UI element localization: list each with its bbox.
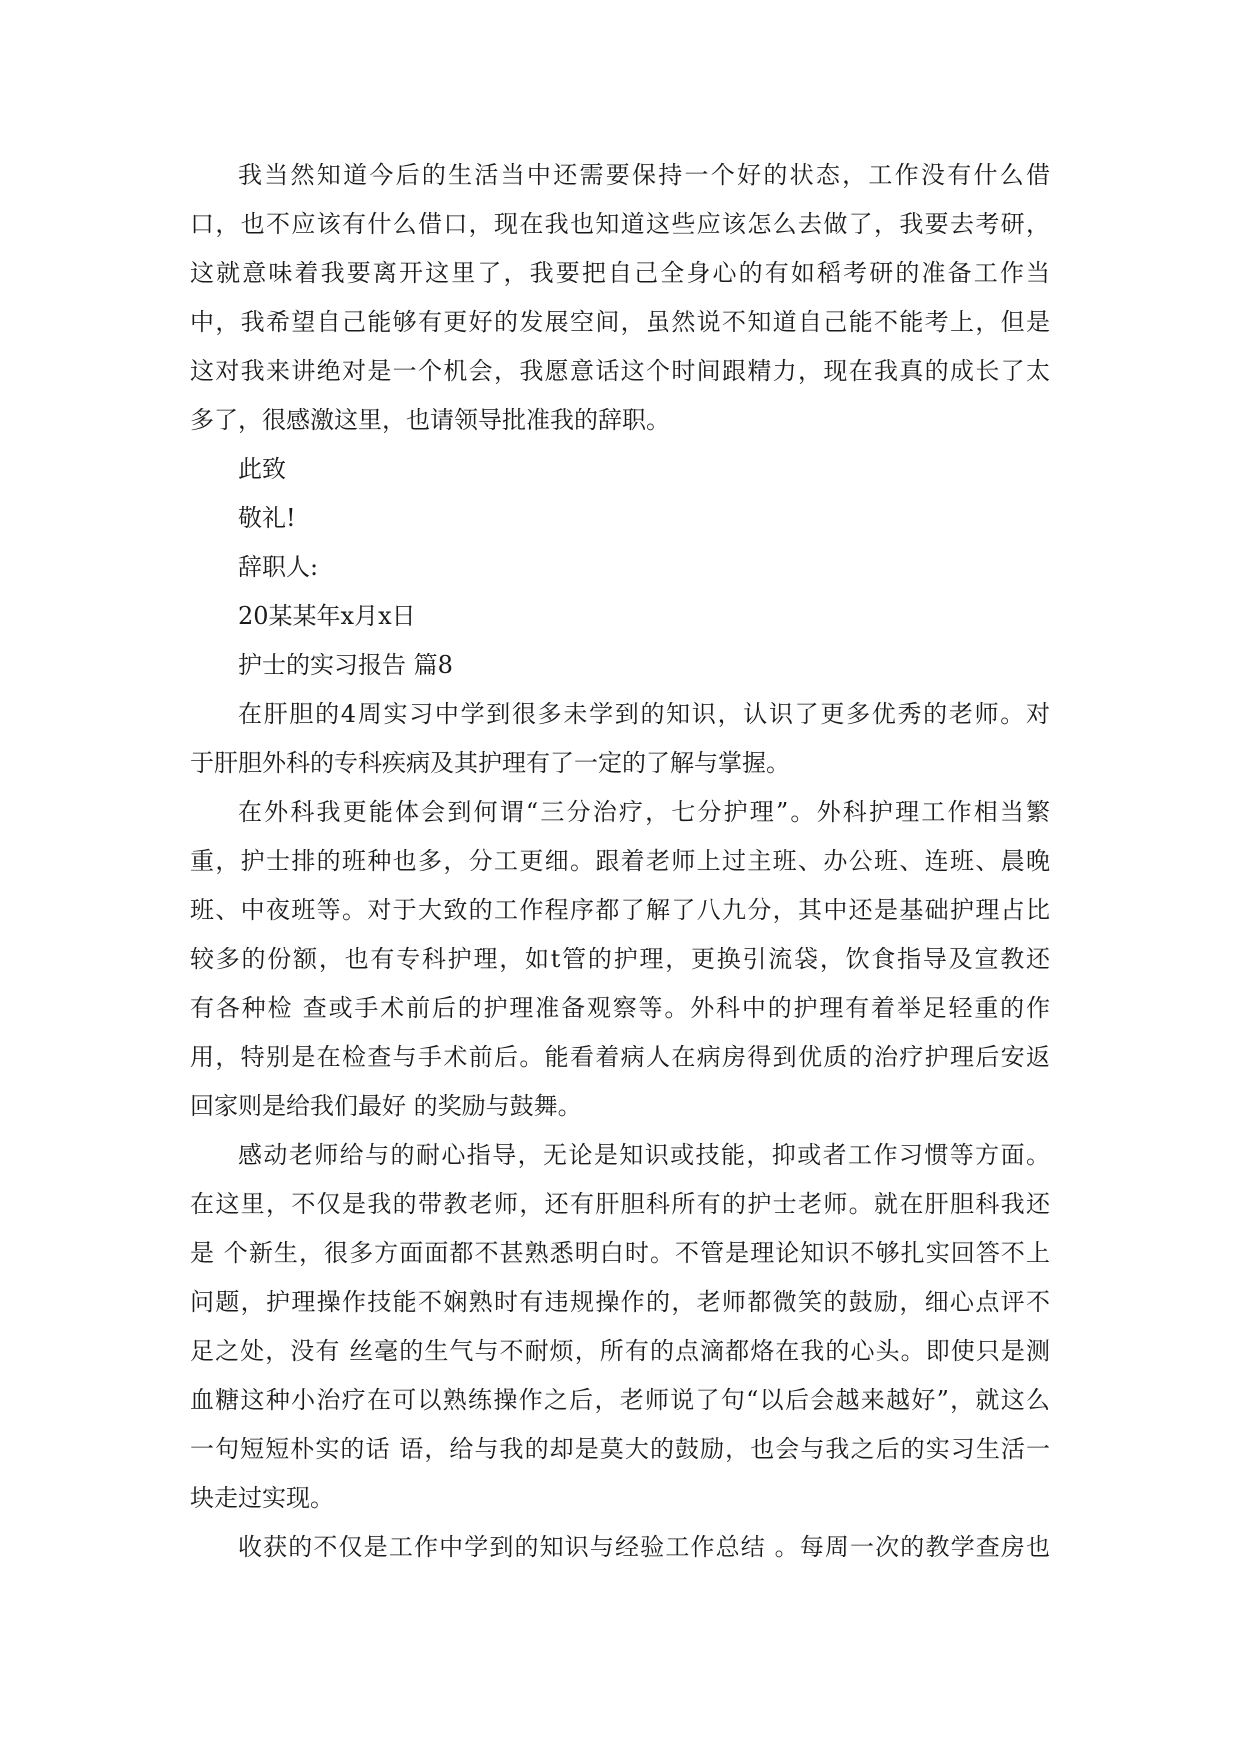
text-line: 护士的实习报告 篇8 — [238, 651, 453, 679]
text-line: 敬礼! — [238, 504, 296, 532]
text-line: 在这里，不仅是我的带教老师，还有肝胆科所有的护士老师。就在肝胆科我还 — [190, 1190, 1050, 1218]
text-line: 重，护士排的班种也多，分工更细。跟着老师上过主班、办公班、连班、晨晚 — [190, 847, 1050, 875]
text-line: 这对我来讲绝对是一个机会，我愿意话这个时间跟精力，现在我真的成长了太 — [190, 357, 1050, 385]
text-line: 我当然知道今后的生活当中还需要保持一个好的状态，工作没有什么借 — [238, 161, 1050, 189]
text-line: 问题，护理操作技能不娴熟时有违规操作的，老师都微笑的鼓励，细心点评不 — [190, 1288, 1050, 1316]
text-line: 有各种检 查或手术前后的护理准备观察等。外科中的护理有着举足轻重的作 — [190, 994, 1050, 1022]
text-line: 20某某年x月x日 — [238, 602, 416, 630]
text-line: 足之处，没有 丝毫的生气与不耐烦，所有的点滴都烙在我的心头。即使只是测 — [190, 1337, 1050, 1365]
text-line: 于肝胆外科的专科疾病及其护理有了一定的了解与掌握。 — [190, 749, 790, 777]
text-line: 班、中夜班等。对于大致的工作程序都了解了八九分，其中还是基础护理占比 — [190, 896, 1050, 924]
text-line: 是 个新生，很多方面面都不甚熟悉明白时。不管是理论知识不够扎实回答不上 — [190, 1239, 1050, 1267]
text-line: 血糖这种小治疗在可以熟练操作之后，老师说了句“以后会越来越好”，就这么 — [190, 1386, 1050, 1414]
text-line: 用，特别是在检查与手术前后。能看着病人在病房得到优质的治疗护理后安返 — [190, 1043, 1050, 1071]
text-line: 感动老师给与的耐心指导，无论是知识或技能，抑或者工作习惯等方面。 — [238, 1141, 1050, 1169]
document-body — [190, 151, 1050, 1572]
text-line: 辞职人: — [238, 553, 319, 581]
text-line: 收获的不仅是工作中学到的知识与经验工作总结 。每周一次的教学查房也 — [238, 1533, 1050, 1561]
text-line: 一句短短朴实的话 语，给与我的却是莫大的鼓励，也会与我之后的实习生活一 — [190, 1435, 1050, 1463]
text-line: 中，我希望自己能够有更好的发展空间，虽然说不知道自己能不能考上，但是 — [190, 308, 1050, 336]
text-line: 回家则是给我们最好 的奖励与鼓舞。 — [190, 1092, 582, 1120]
text-line: 此致 — [238, 455, 286, 483]
text-line: 在肝胆的4周实习中学到很多未学到的知识，认识了更多优秀的老师。对 — [238, 700, 1050, 728]
text-line: 这就意味着我要离开这里了，我要把自己全身心的有如稻考研的准备工作当 — [190, 259, 1050, 287]
text-line: 较多的份额，也有专科护理，如t管的护理，更换引流袋，饮食指导及宣教还 — [190, 945, 1050, 973]
text-line: 块走过实现。 — [190, 1484, 334, 1512]
text-line: 口，也不应该有什么借口，现在我也知道这些应该怎么去做了，我要去考研， — [190, 210, 1050, 238]
text-line: 多了，很感激这里，也请领导批准我的辞职。 — [190, 406, 670, 434]
text-line: 在外科我更能体会到何谓“三分治疗，七分护理”。外科护理工作相当繁 — [238, 798, 1050, 826]
